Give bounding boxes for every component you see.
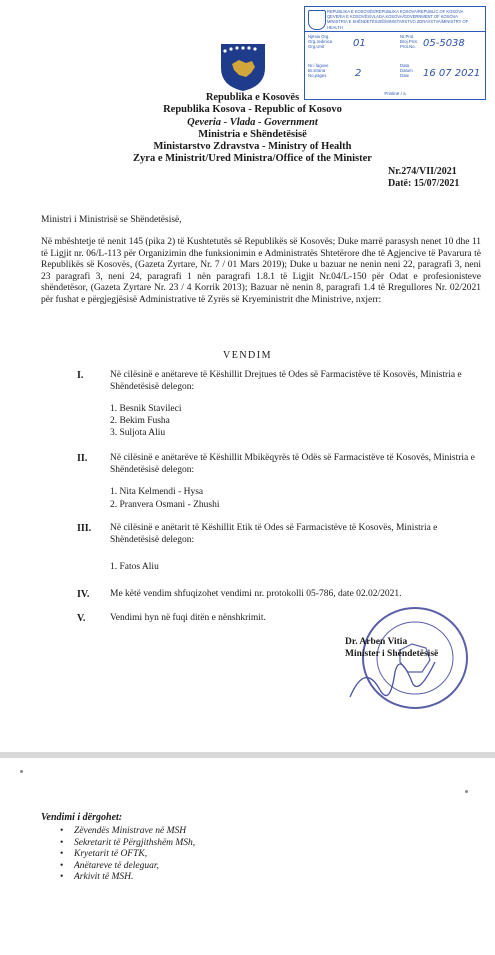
header-ministry: Ministria e Shëndetësisë <box>198 129 307 140</box>
item-number: V. <box>77 613 86 624</box>
distribution-item-text: Kryetarit të OFTK, <box>74 849 148 859</box>
delegate-name: 1. Besnik Stavileci <box>110 404 182 414</box>
header-republic-trilingual: Republika Kosova - Republic of Kosovo <box>163 104 342 115</box>
distribution-item-text: Arkivit të MSH. <box>74 872 134 882</box>
stamp-label: Data <box>400 63 410 68</box>
stamp-label: Njësia Org. <box>308 34 330 39</box>
stamp-header-line: MINISTRIA E SHËNDETËSISË/MINISTARSTVO ZDRAVSTVA/MINISTRY OF HEALTH <box>327 19 469 30</box>
delegate-name: 2. Bekim Fusha <box>110 416 170 426</box>
distribution-item <box>60 849 195 861</box>
stamp-pages-value: 2 <box>355 68 362 79</box>
stamp-protocol-value: 05-5038 <box>423 38 465 49</box>
item-text: Në cilësinë e anëtareve të Këshillit Drejtues të Odes së Farmacistëve të Kosovës, Ministria e Shëndetësisë delegon: <box>110 370 462 392</box>
stamp-label: Prot.No. <box>400 44 416 49</box>
delegate-name: 1. Nita Kelmendi - Hysa <box>110 487 204 497</box>
stamp-label: Br.strana <box>308 68 326 73</box>
distribution-item <box>60 826 195 838</box>
kosovo-coat-of-arms-icon <box>219 42 267 92</box>
stamp-header-line: REPUBLIKA E KOSOVËS/REPUBLIKA KOSOVA/REPUBLIC OF KOSOVA <box>327 9 464 14</box>
distribution-title: Vendimi i dërgohet: <box>41 812 123 823</box>
stamp-emblem-icon <box>308 10 326 30</box>
scan-speck <box>465 790 468 793</box>
header-office: Zyra e Ministrit/Ured Ministra/Office of the Minister <box>133 153 372 164</box>
stamp-label: Date <box>400 73 410 78</box>
scan-speck <box>20 770 23 773</box>
stamp-label: Nr.i fagove <box>308 63 329 68</box>
decision-title: VENDIM <box>223 350 272 361</box>
stamp-date-value: 16 07 2021 <box>423 68 481 79</box>
stamp-footer: Pristinë / a <box>384 91 406 96</box>
stamp-label: Broj.Prot. <box>400 39 418 44</box>
delegate-name: 2. Pranvera Osmani - Zhushi <box>110 500 220 510</box>
header-government: Qeveria - Vlada - Government <box>187 117 318 128</box>
distribution-item <box>60 861 195 873</box>
signatory-name: Dr. Arben Vitia <box>345 637 408 647</box>
item-text: Me këtë vendim shfuqizohet vendimi nr. protokolli 05-786, date 02.02/2021. <box>110 589 402 599</box>
stamp-org-value: 01 <box>353 38 366 49</box>
stamp-label: Datum <box>400 68 413 73</box>
distribution-item <box>60 838 195 850</box>
header-republic: Republika e Kosovës <box>205 92 300 103</box>
reference-date: Datë: 15/07/2021 <box>388 178 460 189</box>
signature-block <box>345 636 438 660</box>
item-number: III. <box>77 523 92 534</box>
distribution-item-text: Zëvendës Ministrave në MSH <box>74 826 187 836</box>
reference-number: Nr.274/VII/2021 <box>388 166 457 177</box>
distribution-list <box>60 826 195 884</box>
stamp-header-line: QEVERIA E KOSOVËS/VLADA KOSOVA/GOVERNMENT OF KOSOVA <box>327 14 458 20</box>
header-ministry-trilingual: Ministarstvo Zdravstva - Ministry of Health <box>153 141 352 152</box>
delegate-name: 3. Suljota Aliu <box>110 428 166 438</box>
delegate-name: 1. Fatos Aliu <box>110 562 159 572</box>
registration-stamp <box>304 6 486 100</box>
item-number: I. <box>77 370 84 381</box>
stamp-label: No.pages <box>308 73 327 78</box>
distribution-item-text: Sekretarit të Përgjithshëm MSh, <box>74 837 196 848</box>
distribution-item-text: Anëtareve të deleguar, <box>74 860 159 871</box>
stamp-header <box>327 9 483 30</box>
item-text: Në cilësinë e anëtarit të Këshillit Etik të Odes së Farmacistëve të Kosovës, Ministria e Shëndetësisë delegon: <box>110 523 438 545</box>
item-text: Në cilësinë e anëtarëve të Këshillit Mbikëqyrës të Odës së Farmacistëve të Kosovës, Ministria e Shëndetësisë delegon: <box>110 453 475 475</box>
stamp-label: Org.Unit <box>308 44 324 49</box>
stamp-label: Org.Jedinica <box>308 39 333 44</box>
stamp-label: Nr.Prot. <box>400 34 415 39</box>
reference-block <box>388 166 459 190</box>
item-number: II. <box>77 453 88 464</box>
item-number: IV. <box>77 589 90 600</box>
item-text: Vendimi hyn në fuqi ditën e nënshkrimit. <box>110 613 266 623</box>
signatory-title: Minister i Shëndetësisë <box>345 649 439 659</box>
preamble-paragraph: Në mbështetje të nenit 145 (pika 2) të Kushtetutës së Republikës së Kosovës; Duke marrë parasysh nenet 10 dhe 11 të Ligjit nr. 06/L-113 për Organizimin dhe funksionimin e Administratës Shtetërore dhe të Agjencive të Pavarura të Republikës së Kosovës, (Gazeta Zyrtare, Nr. 7 / 01 Mars 2019); Duke u bazuar ne nenin neni 22, paragrafi 3, neni 23 paragrafi 3, neni 24, paragrafi 1 nën paragrafi 1.8.1 të Ligjit Nr.04/L-150 për Odat e profesionisteve shëndetësor, (Gazeta Zyrtare Nr. 23 / 4 Korrik 2013); Bazuar në nenin 8, paragrafi 1.4 të Rregullores Nr. 02/2021 për fushat e përgjegjësisë Administrative të Zyrës së Kryeministrit dhe Ministrive, nxjerr: <box>41 237 481 305</box>
addressee: Ministri i Ministrisë se Shëndetësisë, <box>41 215 182 225</box>
distribution-item <box>60 872 195 884</box>
